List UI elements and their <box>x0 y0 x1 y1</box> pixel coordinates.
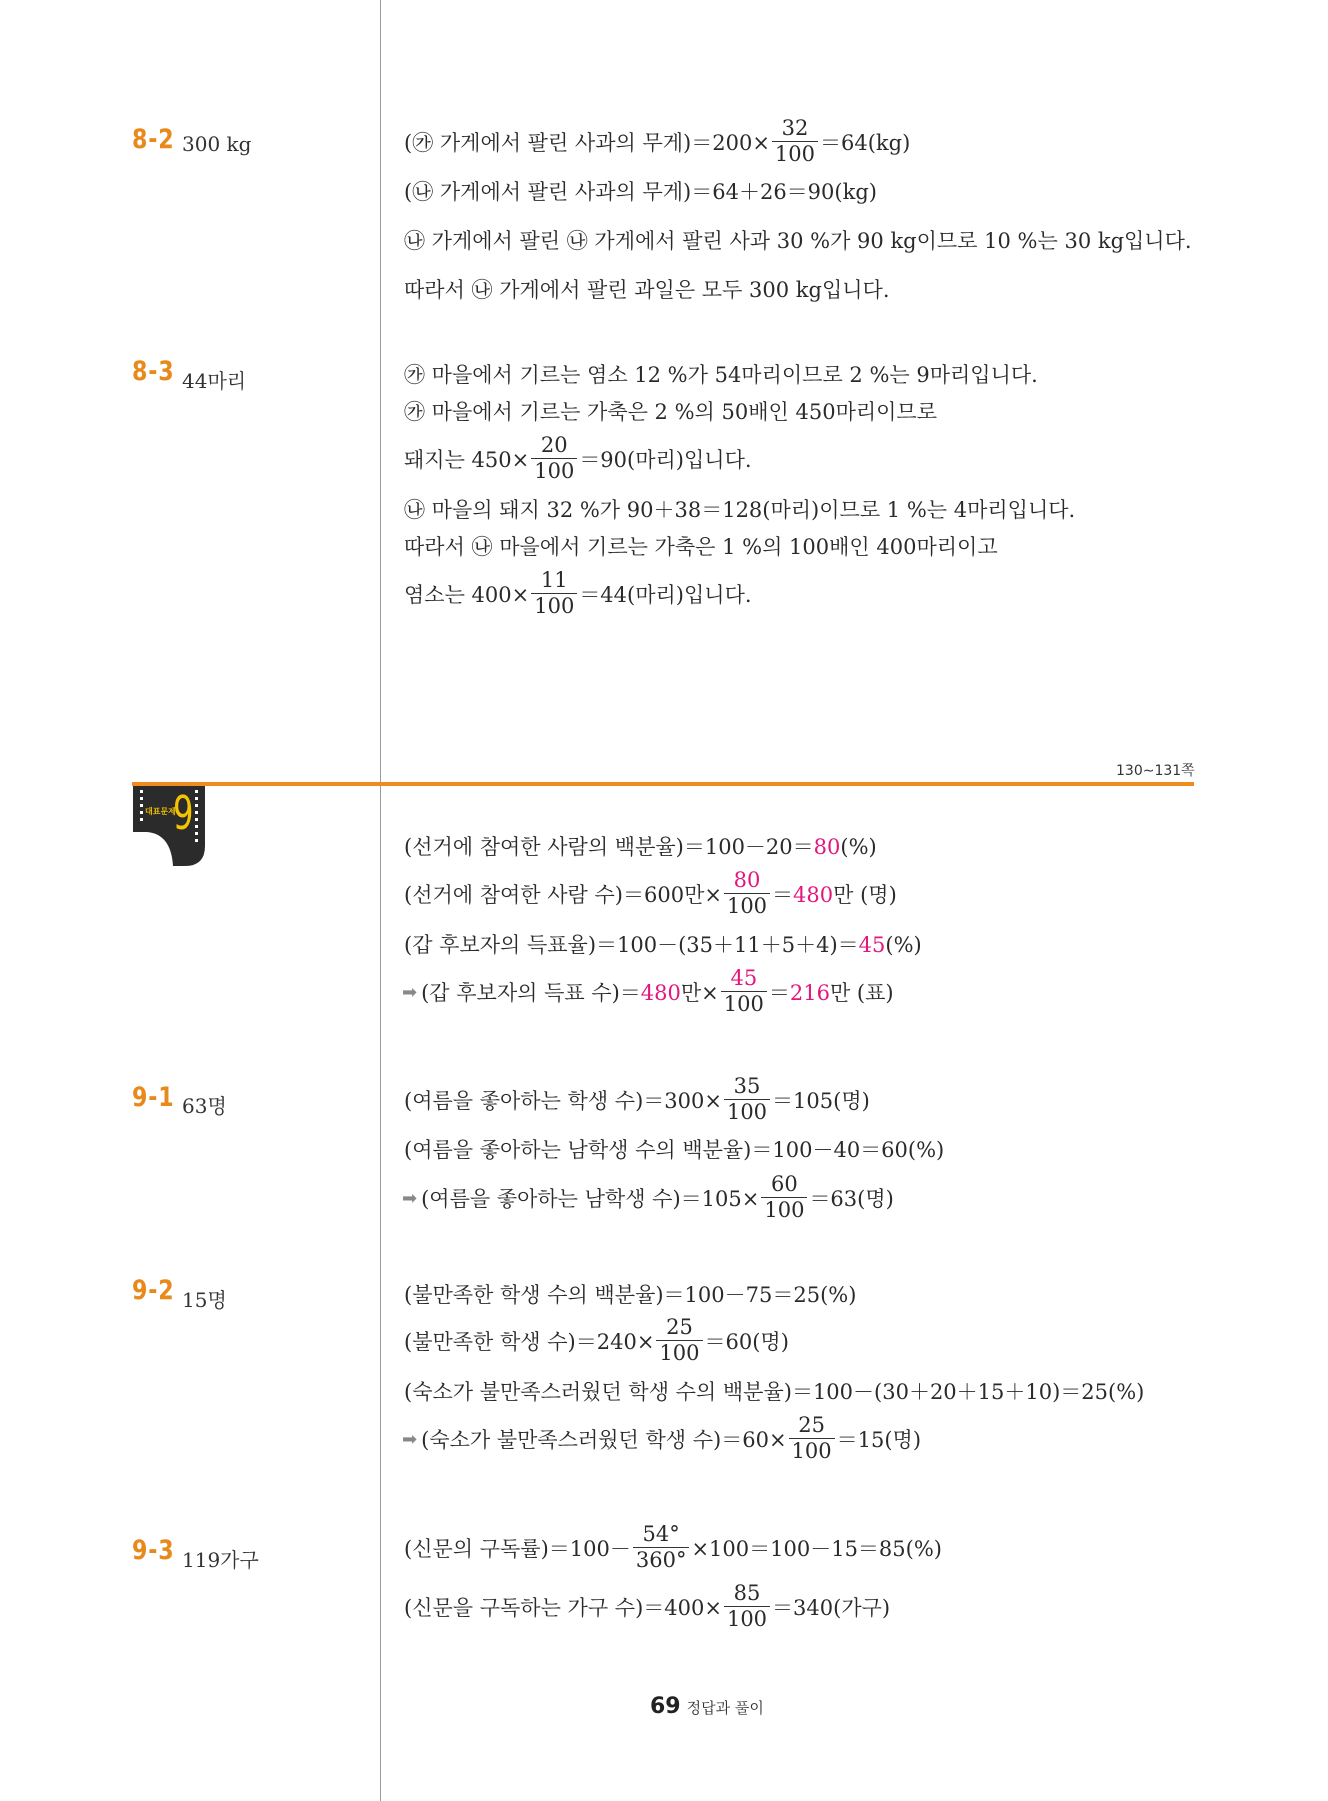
solution-line: ㉯ 가게에서 팔린 ㉯ 가게에서 팔린 사과 30 %가 90 kg이므로 10 %는 30 kg입니다. <box>404 229 1192 253</box>
solution-line: (여름을 좋아하는 남학생 수의 백분율)＝100－40＝60(%) <box>404 1138 945 1162</box>
page-number: 69 <box>650 1694 681 1719</box>
fraction: $\frac{60}{100}$ <box>761 1174 807 1221</box>
fraction: $\frac{54^\circ}{360^\circ}$ <box>633 1524 690 1571</box>
solution-line: ㉮ 마을에서 기르는 가축은 2 %의 50배인 450마리이므로 <box>404 400 937 424</box>
fraction: $\frac{25}{100}$ <box>789 1415 835 1462</box>
problem-id-9-2: 9-2 <box>132 1275 175 1306</box>
fraction: $\frac{35}{100}$ <box>724 1076 770 1123</box>
answer-9-2: 15명 <box>182 1288 227 1312</box>
solution-line: (신문을 구독하는 가구 수)＝400× $\frac{85}{100}$ ＝340(가구) <box>404 1580 891 1631</box>
solution-line: ㉮ 마을에서 기르는 염소 12 %가 54마리이므로 2 %는 9마리입니다. <box>404 363 1038 387</box>
solution-line: (여름을 좋아하는 학생 수)＝300× $\frac{35}{100}$ ＝105(명) <box>404 1073 870 1124</box>
fraction: $\frac{32}{100}$ <box>772 118 818 165</box>
footer-label: 정답과 풀이 <box>686 1699 764 1717</box>
problem-id-8-2: 8-2 <box>132 124 175 155</box>
solution-line: ➡ (숙소가 불만족스러웠던 학생 수)＝60× $\frac{25}{100}$ ＝15(명) <box>402 1412 922 1463</box>
arrow-right-icon: ➡ <box>402 1429 418 1450</box>
section-rule <box>132 782 1194 786</box>
solution-line: (㉮ 가게에서 팔린 사과의 무게)＝200× $\frac{32}{100}$ ＝64(kg) <box>404 115 911 166</box>
page-footer <box>650 1694 764 1719</box>
problem-id-9-3: 9-3 <box>132 1535 175 1566</box>
solution-line: (불만족한 학생 수)＝240× $\frac{25}{100}$ ＝60(명) <box>404 1314 789 1365</box>
solution-line: (신문의 구독률)＝100－ $\frac{54^\circ}{360^\circ}$ ×100＝100－15＝85(%) <box>404 1521 942 1572</box>
answer-8-3: 44마리 <box>182 369 247 393</box>
badge-label: 대표문제 <box>145 807 176 816</box>
solution-line: 따라서 ㉯ 마을에서 기르는 가축은 1 %의 100배인 400마리이고 <box>404 535 998 559</box>
solution-line: 염소는 400× $\frac{11}{100}$ ＝44(마리)입니다. <box>404 567 752 618</box>
solution-line: 돼지는 450× $\frac{20}{100}$ ＝90(마리)입니다. <box>404 432 752 483</box>
film-badge-icon <box>133 786 205 866</box>
problem-id-9-1: 9-1 <box>132 1082 175 1113</box>
answer-8-2: 300 kg <box>182 132 252 156</box>
answer-9-3: 119가구 <box>182 1548 259 1572</box>
solution-line: (갑 후보자의 득표율)＝100－(35＋11＋5＋4)＝ 45 (%) <box>404 933 922 957</box>
fraction: $\frac{85}{100}$ <box>724 1583 770 1630</box>
solution-line: (㉯ 가게에서 팔린 사과의 무게)＝64＋26＝90(kg) <box>404 180 877 204</box>
solution-line: (선거에 참여한 사람의 백분율)＝100－20＝ 80 (%) <box>404 835 877 859</box>
fraction: $\frac{25}{100}$ <box>656 1317 702 1364</box>
fraction: $\frac{11}{100}$ <box>531 570 577 617</box>
solution-line: 따라서 ㉯ 가게에서 팔린 과일은 모두 300 kg입니다. <box>404 278 890 302</box>
solution-line: ➡ (갑 후보자의 득표 수)＝ 480 만× $\frac{45}{100}$ ＝ 216 만 (표) <box>402 965 894 1016</box>
problem-id-8-3: 8-3 <box>132 356 175 387</box>
solution-line: ㉯ 마을의 돼지 32 %가 90＋38＝128(마리)이므로 1 %는 4마리입니다. <box>404 498 1076 522</box>
arrow-right-icon: ➡ <box>402 1188 418 1209</box>
column-divider <box>380 0 381 1801</box>
arrow-right-icon: ➡ <box>402 982 418 1003</box>
fraction: $\frac{80}{100}$ <box>724 870 770 917</box>
answer-9-1: 63명 <box>182 1094 227 1118</box>
fraction: $\frac{20}{100}$ <box>531 435 577 482</box>
badge-number: 9 <box>173 786 194 840</box>
solution-line: (불만족한 학생 수의 백분율)＝100－75＝25(%) <box>404 1283 857 1307</box>
solution-line: (선거에 참여한 사람 수)＝600만× $\frac{80}{100}$ ＝ 480 만 (명) <box>404 867 897 918</box>
fraction: $\frac{45}{100}$ <box>721 968 767 1015</box>
page-reference: 130∼131쪽 <box>1116 763 1195 779</box>
solution-line: ➡ (여름을 좋아하는 남학생 수)＝105× $\frac{60}{100}$ ＝63(명) <box>402 1171 894 1222</box>
representative-problem-badge <box>133 786 205 866</box>
solution-line: (숙소가 불만족스러웠던 학생 수의 백분율)＝100－(30＋20＋15＋10)＝25(%) <box>404 1380 1145 1404</box>
